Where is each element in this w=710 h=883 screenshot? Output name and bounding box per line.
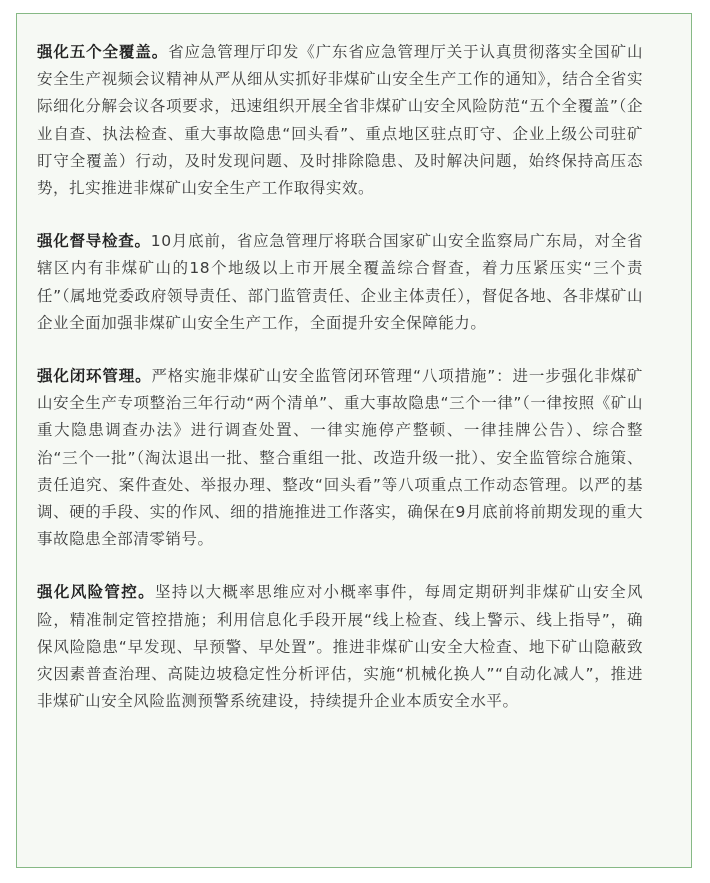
section-body: 10月底前，省应急管理厅将联合国家矿山安全监察局广东局，对全省辖区内有非煤矿山的18个地级以上市开展全覆盖综合督查，着力压紧压实“三个责任”（属地党委政府领导责任、部门监管责任、企业主体责任），督促各地、各非煤矿山企业全面加强非煤矿山安全生产工作，全面提升安全保障能力。 bbox=[37, 232, 644, 332]
section-heading: 强化五个全覆盖。 bbox=[37, 43, 169, 61]
section-supervision bbox=[37, 228, 643, 337]
section-heading: 强化闭环管理。 bbox=[37, 367, 152, 386]
section-risk-control bbox=[37, 579, 643, 715]
section-body: 坚持以大概率思维应对小概率事件，每周定期研判非煤矿山安全风险，精准制定管控措施；利用信息化手段开展“线上检查、线上警示、线上指导”，确保风险隐患“早发现、早预警、早处置”。推进非煤矿山安全大检查、地下矿山隐蔽致灾因素普查治理、高陡边坡稳定性分析评估，实施“机械化换人”“自动化减人”，推进非煤矿山安全风险监测预警系统建设，持续提升企业本质安全水平。 bbox=[37, 583, 644, 711]
section-body: 省应急管理厅印发《广东省应急管理厅关于认真贯彻落实全国矿山安全生产视频会议精神从严从细从实抓好非煤矿山安全生产工作的通知》，结合全省实际细化分解会议各项要求，迅速组织开展全省非煤矿山安全风险防范“五个全覆盖”（企业自查、执法检查、重大事故隐患“回头看”、重点地区驻点盯守、企业上级公司驻矿盯守全覆盖）行动，及时发现问题、及时排除隐患、及时解决问题，始终保持高压态势，扎实推进非煤矿山安全生产工作取得实效。 bbox=[37, 43, 644, 198]
section-heading: 强化风险管控。 bbox=[37, 583, 155, 602]
section-closed-loop bbox=[37, 363, 643, 553]
article-content bbox=[37, 39, 643, 741]
section-body: 严格实施非煤矿山安全监管闭环管理“八项措施”：进一步强化非煤矿山安全生产专项整治三年行动“两个清单”、重大事故隐患“三个一律”（一律按照《矿山重大隐患调查办法》进行调查处置、一律实施停产整顿、一律挂牌公告）、综合整治“三个一批”（淘汰退出一批、整合重组一批、改造升级一批）、安全监管综合施策、责任追究、案件查处、举报办理、整改“回头看”等八项重点工作动态管理。以严的基调、硬的手段、实的作风、细的措施推进工作落实，确保在9月底前将前期发现的重大事故隐患全部清零销号。 bbox=[37, 367, 643, 549]
section-five-coverage bbox=[37, 39, 643, 202]
section-heading: 强化督导检查。 bbox=[37, 232, 151, 251]
